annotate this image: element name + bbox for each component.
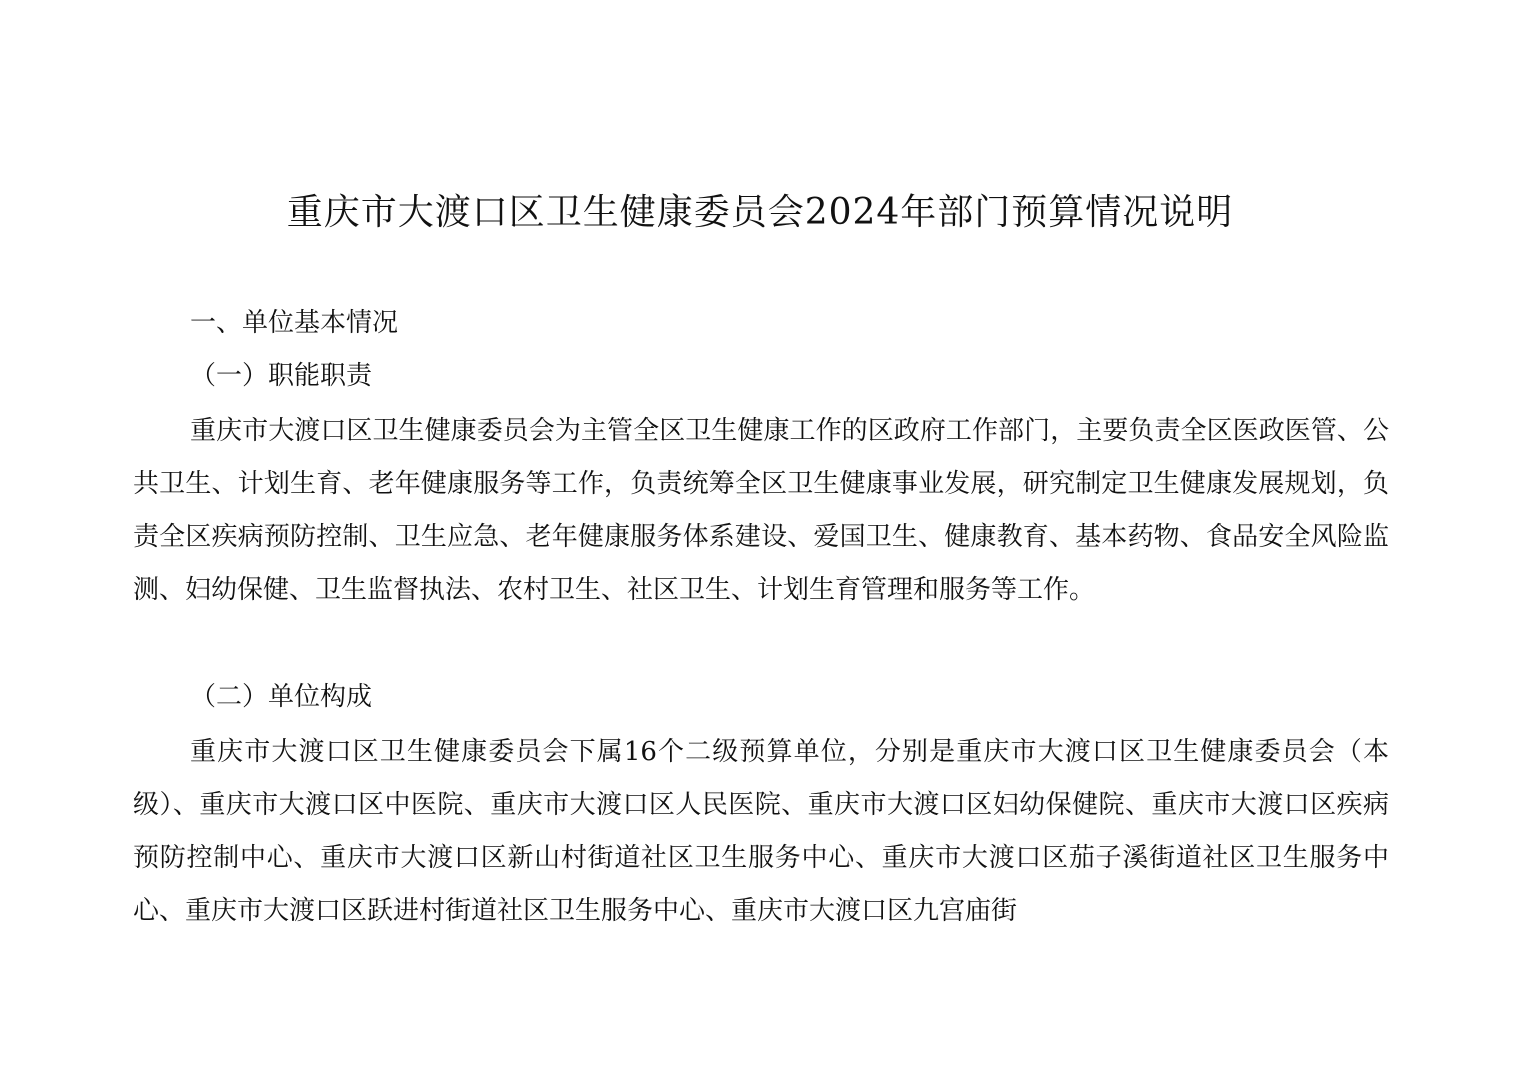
paragraph-functions: 重庆市大渡口区卫生健康委员会为主管全区卫生健康工作的区政府工作部门，主要负责全区医政医管、公共卫生、计划生育、老年健康服务等工作，负责统筹全区卫生健康事业发展，研究制定卫生健康发展规划，负责全区疾病预防控制、卫生应急、老年健康服务体系建设、爱国卫生、健康教育、基本药物、食品安全风险监测、妇幼保健、卫生监督执法、农村卫生、社区卫生、计划生育管理和服务等工作。	[133, 416, 1389, 605]
subsection-heading-functions: （一）职能职责	[190, 361, 373, 391]
subsection-heading-composition: （二）单位构成	[190, 682, 373, 712]
section-heading-basic-info: 一、单位基本情况	[190, 308, 399, 338]
document-title: 重庆市大渡口区卫生健康委员会2024年部门预算情况说明	[286, 192, 1234, 233]
paragraph-composition: 重庆市大渡口区卫生健康委员会下属16个二级预算单位，分别是重庆市大渡口区卫生健康委员会（本级）、重庆市大渡口区中医院、重庆市大渡口区人民医院、重庆市大渡口区妇幼保健院、重庆市大渡口区疾病预防控制中心、重庆市大渡口区新山村街道社区卫生服务中心、重庆市大渡口区茄子溪街道社区卫生服务中心、重庆市大渡口区跃进村街道社区卫生服务中心、重庆市大渡口区九宫庙街	[133, 737, 1389, 926]
